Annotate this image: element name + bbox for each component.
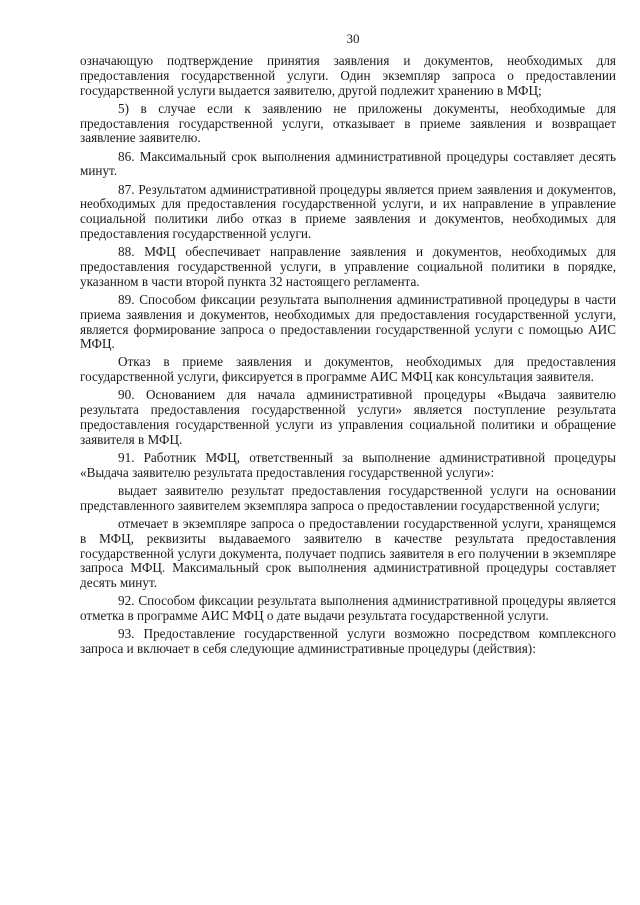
- paragraph-89-refusal: Отказ в приеме заявления и документов, необходимых для предоставления государственной услуги, фиксируется в программе АИС МФЦ как консультация заявителя.: [80, 354, 616, 385]
- page-number: 30: [346, 31, 360, 46]
- paragraph-89: 89. Способом фиксации результата выполнения административной процедуры в части приема заявления и документов, необходимых для предоставления государственной услуги, является формирование запроса о предоставлении государственной услуги с помощью АИС МФЦ.: [80, 291, 616, 352]
- paragraph-93: 93. Предоставление государственной услуги возможно посредством комплексного запроса и включает в себя следующие административные процедуры (действия):: [80, 626, 616, 657]
- document-page: [80, 30, 616, 660]
- paragraph-91: 91. Работник МФЦ, ответственный за выполнение административной процедуры «Выдача заявителю результата предоставления государственной услуги»:: [80, 450, 616, 480]
- paragraph-90: 90. Основанием для начала административной процедуры «Выдача заявителю результата предоставления государственной услуги» является поступление результата предоставления государственной услуги из управления социальной политики и обращение заявителя в МФЦ.: [80, 387, 616, 447]
- paragraph-item-5: 5) в случае если к заявлению не приложены документы, необходимые для предоставления государственной услуги, отказывает в приеме заявления и возвращает заявление заявителю.: [80, 100, 616, 146]
- paragraph-87: 87. Результатом административной процедуры является прием заявления и документов, необходимых для предоставления государственной услуги, и их направление в управление социальной политики либо отказ в приеме заявления и документов, необходимых для предоставления государственной услуги.: [80, 181, 616, 241]
- paragraph-continuation: означающую подтверждение принятия заявления и документов, необходимых для предоставления государственной услуги. Один экземпляр запроса о предоставлении государственной услуги выдается заявителю, другой подлежит хранению в МФЦ;: [80, 53, 616, 98]
- paragraph-91-marks: отмечает в экземпляре запроса о предоставлении государственной услуги, хранящемся в МФЦ, реквизиты выдаваемого заявителю в качестве результата предоставления государственной услуги документа, получает подпись заявителя в его получении в экземпляре запроса МФЦ. Максимальный срок выполнения административной процедуры составляет десять минут.: [80, 516, 616, 591]
- paragraph-91-issues: выдает заявителю результат предоставления государственной услуги на основании представленного заявителем экземпляра запроса о предоставлении государственной услуги;: [80, 483, 616, 513]
- paragraph-88: 88. МФЦ обеспечивает направление заявления и документов, необходимых для предоставления государственной услуги, в управление социальной политики в порядке, указанном в части второй пункта 32 настоящего регламента.: [80, 244, 616, 289]
- paragraph-92: 92. Способом фиксации результата выполнения административной процедуры является отметка в программе АИС МФЦ о дате выдачи результата государственной услуги.: [80, 593, 616, 624]
- paragraph-86: 86. Максимальный срок выполнения административной процедуры составляет десять минут.: [80, 148, 616, 179]
